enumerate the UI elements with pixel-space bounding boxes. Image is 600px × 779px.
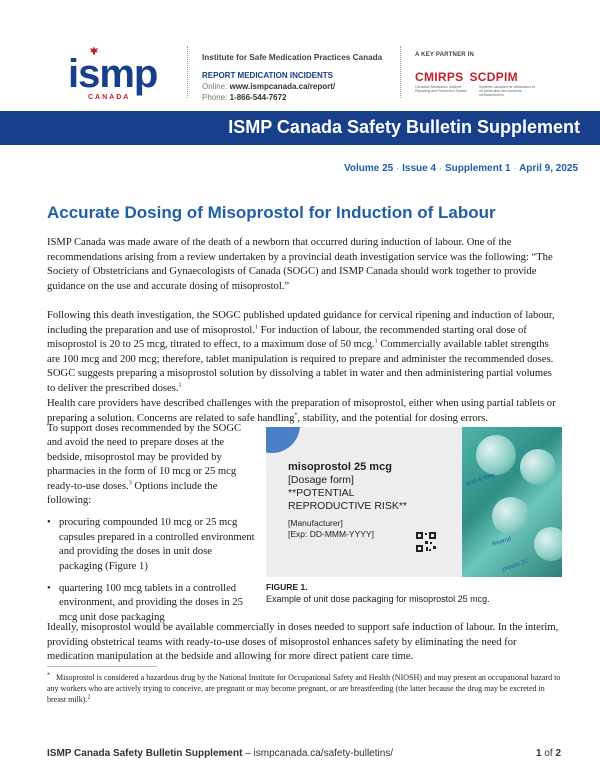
citation: 1 [374,338,378,345]
paragraph-4-text: Options include the following: [47,480,218,507]
figure-caption-text: Example of unit dose packaging for misoprostol 25 mcg. [266,594,490,604]
partner-en-sub: Canadian Medication Incident Reporting and Prevention System [415,85,468,93]
pill-blister [534,527,562,561]
key-partner-label: A KEY PARTNER IN [415,52,475,58]
issue-number: Issue 4 [402,163,437,174]
figure-caption [266,581,490,605]
phone-line [202,92,382,103]
figure-label: FIGURE 1. [266,582,308,592]
paragraph-1: ISMP Canada was made aware of the death of a newborn that occurred during induction of labour. One of the recommendations arising from a review undertaken by a provincial death investigation service was the following: “The Society of Obstetricians and Gynaecologists of Canada (SOGC) and ISMP Canada should work together to provide guidance on the use and accurate dosing of misoprostol.” [47,237,553,292]
paragraph-2-text: Commercially available tablet strengths are 100 mcg and 200 mcg; therefore, tablet manipulation is required to prepare and administer the recommended doses. SOGC suggests preparing a misoprostol solution by dissolving a tablet in water and then administering partial volumes to deliver the prescribed doses. [47,339,554,394]
footnote-rule [47,666,157,667]
issue-date: April 9, 2025 [519,163,578,174]
article-title: Accurate Dosing of Misoprostol for Induction of Labour [47,203,496,222]
partner-subtitles [415,85,537,97]
footnote-marker: * [294,412,298,419]
key-partner [415,52,537,97]
online-url-link[interactable]: www.ismpcanada.ca/report/ [229,82,336,91]
figure-1-image [266,427,562,577]
paragraph-3-text: Health care providers have described challenges with the preparation of misoprostol, either when using partial tablets or preparing a solution. Concerns are related to safe handling [47,398,556,424]
header-contact [202,52,382,103]
manufacturer: [Manufacturer] [288,518,343,528]
paragraph-2-text: Following this death investigation, the SOGC published updated guidance for cervical ripening and induction of labour, including the preparation and use of misoprostol. [47,310,555,336]
paragraph-3-text: , stability, and the potential for dosing errors. [297,412,488,424]
header-divider [187,46,188,98]
decorative-arc [266,427,300,453]
page-number [536,748,561,759]
online-line [202,81,382,92]
blister-pack-photo [462,427,562,577]
report-heading: REPORT MEDICATION INCIDENTS [202,71,333,80]
list-item: • procuring compounded 10 mcg or 25 mcg capsules prepared in a controlled environment and providing the doses in unit dose packaging (Figure 1) [47,516,255,574]
expiry: [Exp: DD-MMM-YYYY] [288,529,374,539]
page-of: of [544,748,553,759]
citation: 1 [178,382,182,389]
page-footer [47,748,561,759]
paragraph-4 [47,422,255,508]
pill-blister [492,497,530,535]
dose-label [288,460,407,540]
pill-blister [520,449,556,485]
footer-dash: – [245,748,251,759]
blister-text: ardive Rep [465,472,496,488]
current-page: 1 [535,748,542,759]
online-label: Online: [202,82,228,91]
footnote-text: Misoprostol is considered a hazardous drug by the National Institute for Occupational Safety and Health (NIOSH) and may present an occupational hazard to any workers who are actively trying to conceive, are pregnant or may become pregnant, or are breastfeeding (the latter because the drug may be excreted in breast milk). [47,673,561,704]
blister-text: prostol 25 [501,559,529,573]
phone-number: 1-866-544-7672 [229,93,287,102]
left-column [47,422,255,633]
phone-label: Phone: [202,93,228,102]
citation: 1 [255,324,259,331]
qr-code-icon [416,532,436,552]
total-pages: 2 [555,748,561,759]
partner-logo [415,70,537,84]
footnote-marker: * [47,672,50,679]
paragraph-2-text: For induction of labour, the recommended starting oral dose of misoprostol is 20 to 25 mcg, titrated to effect, to a maximum dose of 50 mcg. [47,324,527,351]
footer-title: ISMP Canada Safety Bulletin Supplement [47,748,243,759]
partner-en: CMIRPS [415,70,464,84]
separator: · [396,163,400,174]
pill-blister [476,435,516,475]
citation: 3 [128,480,132,487]
partner-fr: SCDPIM [469,70,518,84]
ismp-canada-logo [68,44,158,101]
banner-title: ISMP Canada Safety Bulletin Supplement [228,117,580,137]
separator: · [513,163,517,174]
partner-fr-sub: Système canadien de déclaration et de prévention des incidents médicamenteux [479,85,535,97]
citation: 2 [87,694,91,701]
issue-line [344,163,578,174]
risk-warning-2: REPRODUCTIVE RISK** [288,500,408,512]
logo-canada: CANADA [88,94,131,101]
options-list [47,516,255,625]
paragraph-2 [47,309,561,397]
footer-url-link[interactable]: ismpcanada.ca/safety-bulletins/ [253,748,394,759]
org-name: Institute for Safe Medication Practices Canada [202,53,383,62]
header-divider-2 [400,46,401,98]
supplement-number: Supplement 1 [444,163,511,174]
paragraph-4-text: To support doses recommended by the SOGC and avoid the need to prepare doses at the bedside, misoprostol may be provided by pharmacies in the form of 10 mcg or 25 mcg ready-to-use doses. [47,423,242,492]
list-item: • quartering 100 mcg tablets in a controlled environment, and providing the doses in 25 mcg unit dose packaging [47,582,255,625]
volume: Volume 25 [343,163,394,174]
paragraph-5: Ideally, misoprostol would be available commercially in doses needed to support safe induction of labour. In the interim, providing obstetrical teams with ready-to-use doses of misoprostol enhances safety by eliminating the need for medication manipulation at the bedside and allowing for more direct patient care time. [47,622,559,663]
dosage-form: [Dosage form] [288,474,354,486]
risk-warning-1: **POTENTIAL [288,487,355,499]
footnote [47,672,561,705]
title-banner [0,111,600,145]
logo-wordmark: ismp [68,52,158,96]
separator: · [438,163,443,174]
blister-text: Reprod [491,536,513,548]
drug-name: misoprostol 25 mcg [288,461,392,473]
